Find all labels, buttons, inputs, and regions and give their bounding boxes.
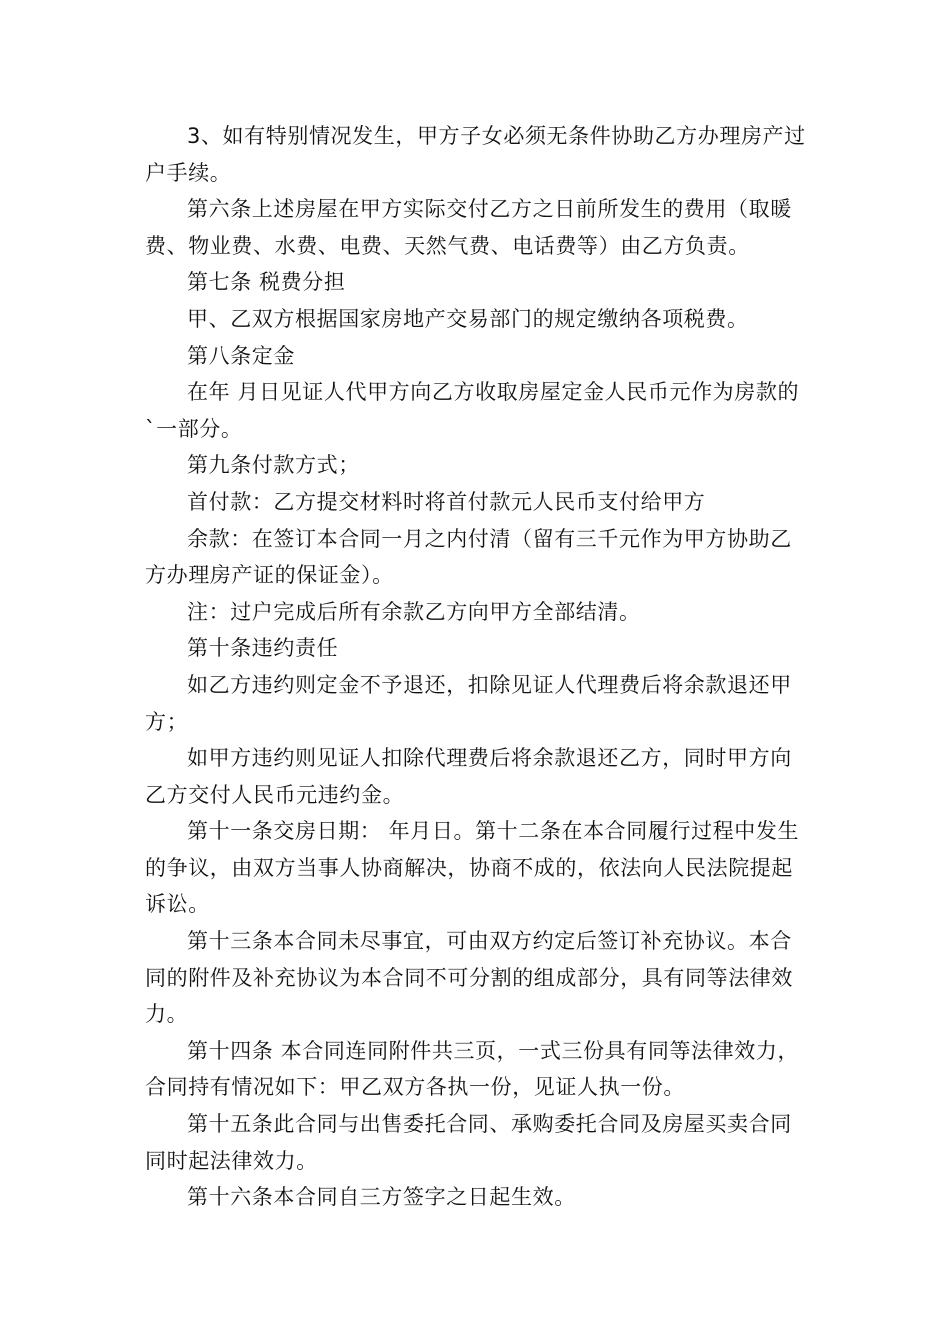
document-body [145, 118, 810, 1216]
paragraph-article-7-body: 甲、乙双方根据国家房地产交易部门的规定缴纳各项税费。 [187, 306, 749, 331]
heading-article-8: 第八条定金 [187, 343, 295, 368]
paragraph-article-6: 第六条上述房屋在甲方实际交付乙方之日前所发生的费用（取暖费、物业费、水费、电费、天然气费、电话费等）由乙方负责。 [145, 197, 792, 258]
paragraph-article-13: 第十三条本合同未尽事宜，可由双方约定后签订补充协议。本合同的附件及补充协议为本合同不可分割的组成部分，具有同等法律效力。 [145, 929, 793, 1027]
paragraph-article-15: 第十五条此合同与出售委托合同、承购委托合同及房屋买卖合同同时起法律效力。 [145, 1112, 792, 1173]
paragraph-breach-party-a: 如甲方违约则见证人扣除代理费后将余款退还乙方，同时甲方向乙方交付人民币元违约金。 [145, 746, 792, 807]
paragraph-down-payment: 首付款：乙方提交材料时将首付款元人民币支付给甲方 [187, 489, 706, 514]
paragraph-article-8-body: 在年 月日见证人代甲方向乙方收取房屋定金人民币元作为房款的`一部分。 [145, 380, 800, 441]
paragraph-clause-5-item-3: 3、如有特别情况发生，甲方子女必须无条件协助乙方办理房产过户手续。 [145, 124, 806, 185]
paragraph-breach-party-b: 如乙方违约则定金不予退还，扣除见证人代理费后将余款退还甲方； [145, 672, 792, 734]
heading-article-10: 第十条违约责任 [187, 636, 339, 661]
paragraph-note: 注：过户完成后所有余款乙方向甲方全部结清。 [187, 599, 641, 624]
paragraph-article-11-12: 第十一条交房日期： 年月日。第十二条在本合同履行过程中发生的争议，由双方当事人协商解决，协商不成的，依法向人民法院提起诉讼。 [145, 819, 800, 917]
paragraph-article-16: 第十六条本合同自三方签字之日起生效。 [187, 1185, 576, 1210]
heading-article-7: 第七条 税费分担 [187, 270, 346, 295]
paragraph-balance-payment: 余款：在签订本合同一月之内付清（留有三千元作为甲方协助乙方办理房产证的保证金）。 [145, 526, 792, 588]
heading-article-9: 第九条付款方式； [187, 453, 360, 478]
paragraph-article-14: 第十四条 本合同连同附件共三页，一式三份具有同等法律效力，合同持有情况如下：甲乙双方各执一份，见证人执一份。 [145, 1038, 800, 1100]
